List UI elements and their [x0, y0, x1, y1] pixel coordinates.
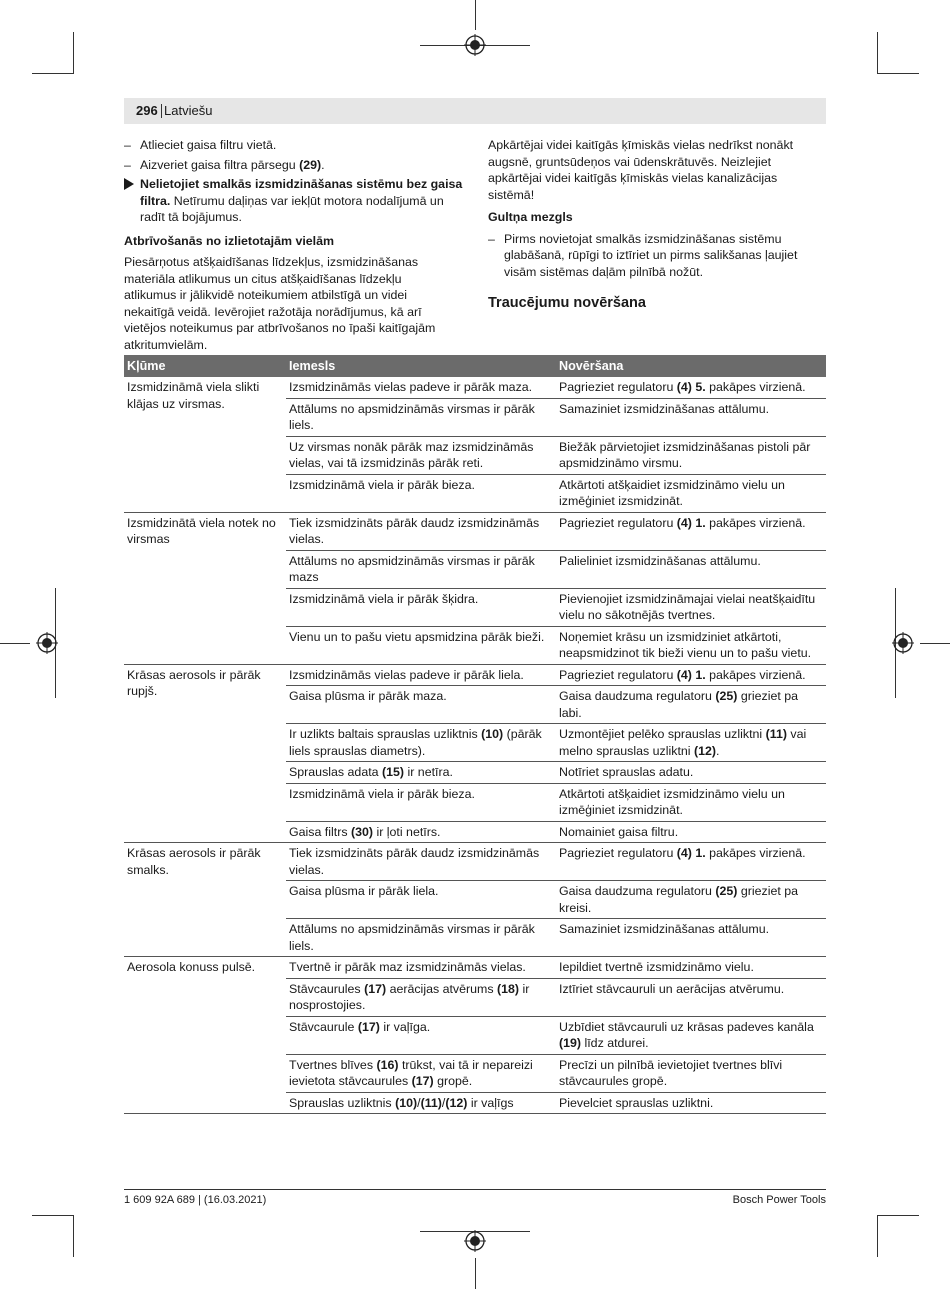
table-row — [124, 843, 826, 881]
remedy-cell: Gaisa daudzuma regulatoru (25) grieziet pa labi. — [556, 686, 826, 724]
list-item: – Pirms novietojat smalkās izsmidzināšanas sistēmu glabāšanā, rūpīgi to iztīriet un pirms salikšanas ļaujiet visām sistēmas daļām pilnībā nožūt. — [488, 231, 826, 281]
right-column — [488, 137, 826, 312]
cause-cell: Stāvcaurule (17) ir vaļīga. — [286, 1016, 556, 1054]
remedy-cell: Noņemiet krāsu un izsmidziniet atkārtoti, neapsmidzinot tik bieži vienu un to pašu vietu. — [556, 626, 826, 664]
cause-cell: Gaisa plūsma ir pārāk maza. — [286, 686, 556, 724]
section-heading: Atbrīvošanās no izlietotajām vielām — [124, 233, 335, 248]
fault-cell: Aerosola konuss pulsē. — [124, 957, 286, 1114]
remedy-cell: Pagrieziet regulatoru (4) 1. pakāpes virzienā. — [556, 664, 826, 686]
table-header: Novēršana — [556, 355, 826, 377]
remedy-cell: Pievelciet sprauslas uzliktni. — [556, 1092, 826, 1114]
table-header-row — [124, 355, 826, 377]
cause-cell: Izsmidzināmās vielas padeve ir pārāk liela. — [286, 664, 556, 686]
footer-divider — [124, 1189, 826, 1190]
table-body — [124, 377, 826, 1114]
crop-mark — [32, 73, 74, 74]
footer-document-id: 1 609 92A 689 | (16.03.2021) — [124, 1194, 267, 1206]
remedy-cell: Pievienojiet izsmidzināmajai vielai neatšķaidītu vielu no sākotnējās tvertnes. — [556, 588, 826, 626]
fault-cell: Izsmidzinātā viela notek no virsmas — [124, 512, 286, 664]
cause-cell: Tvertnē ir pārāk maz izsmidzināmās vielas. — [286, 957, 556, 979]
crop-mark — [73, 32, 74, 74]
remedy-cell: Palieliniet izsmidzināšanas attālumu. — [556, 550, 826, 588]
triangle-bullet-icon — [124, 178, 134, 190]
remedy-cell: Nomainiet gaisa filtru. — [556, 821, 826, 843]
cause-cell: Uz virsmas nonāk pārāk maz izsmidzināmās vielas, vai tā izsmidzinās pārāk reti. — [286, 436, 556, 474]
left-column — [124, 137, 464, 353]
fault-cell: Izsmidzināmā viela slikti klājas uz virsmas. — [124, 377, 286, 512]
crop-mark — [475, 1258, 476, 1289]
crop-mark — [877, 32, 878, 74]
fault-cell: Krāsas aerosols ir pārāk rupjš. — [124, 664, 286, 843]
registration-mark-icon — [36, 632, 58, 654]
remedy-cell: Atkārtoti atšķaidiet izsmidzināmo vielu un izmēģiniet izsmidzināt. — [556, 783, 826, 821]
remedy-cell: Iepildiet tvertnē izsmidzināmo vielu. — [556, 957, 826, 979]
remedy-cell: Notīriet sprauslas adatu. — [556, 762, 826, 784]
table-row — [124, 512, 826, 550]
paragraph: Apkārtējai videi kaitīgās ķīmiskās vielas nedrīkst nonākt augsnē, gruntsūdeņos vai ūdenskrātuvēs. Neizlejiet apkārtējai videi kaitīgās ķīmiskās vielas kanalizācijas sistēmā! — [488, 138, 794, 202]
list-item: – Atlieciet gaisa filtru vietā. — [124, 137, 464, 154]
cause-cell: Tvertnes blīves (16) trūkst, vai tā ir nepareizi ievietota stāvcaurules (17) gropē. — [286, 1054, 556, 1092]
cause-cell: Tiek izsmidzināts pārāk daudz izsmidzināmās vielas. — [286, 512, 556, 550]
list-item: – Aizveriet gaisa filtra pārsegu (29). — [124, 157, 464, 174]
registration-mark-icon — [464, 34, 486, 56]
cause-cell: Attālums no apsmidzināmās virsmas ir pārāk liels. — [286, 398, 556, 436]
cause-cell: Izsmidzināmā viela ir pārāk bieza. — [286, 783, 556, 821]
table-row — [124, 664, 826, 686]
crop-mark — [73, 1215, 74, 1257]
troubleshooting-table — [124, 355, 826, 1114]
paragraph: Piesārņotus atšķaidīšanas līdzekļus, izsmidzināšanas materiāla atlikumus un citus atšķaidīšanas līdzekļu atlikumus ir jālikvidē noteikumiem atbilstīgā un videi nekaitīgā veidā. Ievērojiet ražotāja norādījumus, kā arī vietējos noteikumus par atbrīvošanos no īpaši kaitīgajām atkritumvielām. — [124, 255, 436, 352]
page-number: 296 — [136, 103, 158, 118]
cause-cell: Sprauslas uzliktnis (10)/(11)/(12) ir vaļīgs — [286, 1092, 556, 1114]
remedy-cell: Biežāk pārvietojiet izsmidzināšanas pistoli pār apsmidzināmo virsmu. — [556, 436, 826, 474]
table-header: Kļūme — [124, 355, 286, 377]
cause-cell: Stāvcaurules (17) aerācijas atvērums (18) ir nosprostojies. — [286, 978, 556, 1016]
section-heading: Traucējumu novēršana — [488, 295, 646, 311]
remedy-cell: Iztīriet stāvcauruli un aerācijas atvērumu. — [556, 978, 826, 1016]
remedy-cell: Samaziniet izsmidzināšanas attālumu. — [556, 398, 826, 436]
footer-brand: Bosch Power Tools — [732, 1194, 826, 1206]
crop-mark — [475, 0, 476, 30]
remedy-cell: Precīzi un pilnībā ievietojiet tvertnes blīvi stāvcaurules gropē. — [556, 1054, 826, 1092]
cause-cell: Attālums no apsmidzināmās virsmas ir pārāk mazs — [286, 550, 556, 588]
cause-cell: Ir uzlikts baltais sprauslas uzliktnis (10) (pārāk liels sprauslas diametrs). — [286, 724, 556, 762]
crop-mark — [32, 1215, 74, 1216]
cause-cell: Sprauslas adata (15) ir netīra. — [286, 762, 556, 784]
cause-cell: Tiek izsmidzināts pārāk daudz izsmidzināmās vielas. — [286, 843, 556, 881]
cause-cell: Gaisa filtrs (30) ir ļoti netīrs. — [286, 821, 556, 843]
warning-text: Netīrumu daļiņas var iekļūt motora nodalījumā un radīt tā bojājumus. — [140, 193, 444, 224]
remedy-cell: Atkārtoti atšķaidiet izsmidzināmo vielu un izmēģiniet izsmidzināt. — [556, 474, 826, 512]
registration-mark-icon — [892, 632, 914, 654]
crop-mark — [877, 73, 919, 74]
cause-cell: Izsmidzināmā viela ir pārāk šķidra. — [286, 588, 556, 626]
remedy-cell: Samaziniet izsmidzināšanas attālumu. — [556, 919, 826, 957]
remedy-cell: Pagrieziet regulatoru (4) 5. pakāpes virzienā. — [556, 377, 826, 398]
crop-mark — [920, 643, 950, 644]
header-divider — [161, 104, 162, 118]
table-row — [124, 377, 826, 398]
remedy-cell: Uzmontējiet pelēko sprauslas uzliktni (11) vai melno sprauslas uzliktni (12). — [556, 724, 826, 762]
crop-mark — [877, 1215, 919, 1216]
cause-cell: Attālums no apsmidzināmās virsmas ir pārāk liels. — [286, 919, 556, 957]
cause-cell: Vienu un to pašu vietu apsmidzina pārāk bieži. — [286, 626, 556, 664]
section-heading: Gultņa mezgls — [488, 210, 573, 224]
remedy-cell: Gaisa daudzuma regulatoru (25) grieziet pa kreisi. — [556, 881, 826, 919]
page-header — [124, 98, 826, 124]
remedy-cell: Pagrieziet regulatoru (4) 1. pakāpes virzienā. — [556, 843, 826, 881]
registration-mark-icon — [464, 1230, 486, 1252]
cause-cell: Izsmidzināmā viela ir pārāk bieza. — [286, 474, 556, 512]
crop-mark — [877, 1215, 878, 1257]
warning-bold: Nelietojiet smalkās izsmidzināšanas sistēmu bez gaisa filtra. — [140, 177, 463, 208]
crop-mark — [0, 643, 30, 644]
cause-cell: Gaisa plūsma ir pārāk liela. — [286, 881, 556, 919]
cause-cell: Izsmidzināmās vielas padeve ir pārāk maza. — [286, 377, 556, 398]
header-language: Latviešu — [164, 103, 213, 118]
table-row — [124, 957, 826, 979]
remedy-cell: Pagrieziet regulatoru (4) 1. pakāpes virzienā. — [556, 512, 826, 550]
remedy-cell: Uzbīdiet stāvcauruli uz krāsas padeves kanāla (19) līdz atdurei. — [556, 1016, 826, 1054]
table-header: Iemesls — [286, 355, 556, 377]
warning-item — [124, 176, 464, 226]
fault-cell: Krāsas aerosols ir pārāk smalks. — [124, 843, 286, 957]
